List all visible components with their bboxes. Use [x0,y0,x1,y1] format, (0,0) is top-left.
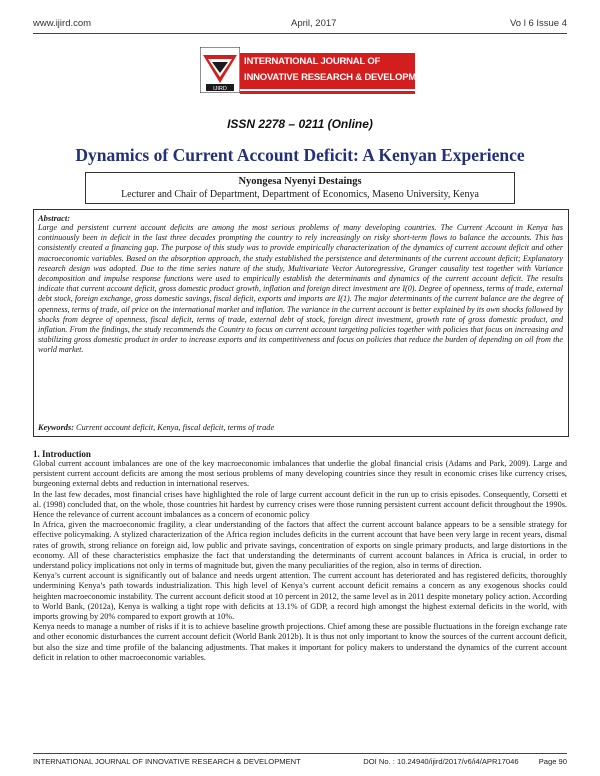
footer-doi: DOI No. : 10.24940/ijird/2017/v6/i4/APR17046 [363,757,519,766]
journal-name-line2: INNOVATIVE RESEARCH & DEVELOPMENT [244,72,435,83]
journal-website: www.ijird.com [33,18,92,29]
intro-paragraph: In Africa, given the macroeconomic fragility, a clear understanding of the factors that affect the current account balance appears to be a sensible strategy for effective policymaking. A stylized characterization of the Africa region includes deficits in the current account that have been very large in recent years, dismal rates of growth, strong reliance on foreign aid, low public and private savings, concentration of exports on single primary products, and large distortions in the economy. All of these characteristics emphasize the fact that understanding the determinants of current account balances in Africa is crucial, in order to understand policy implications not only in terms of magnitude but, given the many peculiarities of the region, also in terms of direction. [33,520,567,571]
journal-logo [200,47,435,107]
issue-date: April, 2017 [291,18,337,29]
page-number: Page 90 [538,757,567,766]
intro-paragraph: Global current account imbalances are one of the key macroeconomic imbalances that underlie the global financial crisis (Adams and Park, 2009). Large and persistent current account deficits are among the most serious problems of many developing countries since they result in economic crises like currency crises, burgeoning external debts and reduction in international reserves. [33,459,567,489]
abstract-box [33,209,569,437]
intro-paragraph: Kenya’s current account is significantly out of balance and needs urgent attention. The current account has deteriorated and has registered deficits, thoroughly undermining Kenya’s path towards industrialization. This high level of Kenya’s current account deficit remains a concern as any exogenous shocks could heighten macroeconomic instability. The current account deficit stood at 10 percent in 2012, the same level as in 2011 despite monetary policy action. According to World Bank, (2012a), Kenya is walking a tight rope with deficits at 13.1% of GDP, a record high amongst the highest external deficits in the world, with imports growing by 20% compared to export growth at 10%. [33,571,567,622]
volume-issue: Vo l 6 Issue 4 [509,18,567,29]
journal-emblem-icon [200,47,240,93]
footer-journal-name: INTERNATIONAL JOURNAL OF INNOVATIVE RESEARCH & DEVELOPMENT [33,757,301,766]
page-header [33,18,567,32]
emblem-text: IJIRD [213,86,227,92]
issn: ISSN 2278 – 0211 (Online) [227,117,373,131]
intro-paragraph: In the last few decades, most financial crises have highlighted the role of large current account deficit in the run up to crisis episodes. Consequently, Corsetti et al. (1998) concluded that, on the whole, those countries hit hardest by currency crises were those running persistent current account deficit throughout the 1990s. Hence the relevance of current account imbalances as a concern of economic policy [33,489,567,520]
paper-title: Dynamics of Current Account Deficit: A Kenyan Experience [75,145,525,165]
footer-right [345,757,567,766]
journal-name-line1: INTERNATIONAL JOURNAL OF [244,56,381,67]
journal-name-banner [240,53,435,89]
footer-divider [33,753,567,754]
introduction-body [33,459,567,663]
abstract-label: Abstract: [38,213,71,223]
keywords-text: Current account deficit, Kenya, fiscal deficit, terms of trade [76,423,275,432]
keywords-label: Keywords: [38,423,74,432]
header-divider [33,33,567,34]
intro-paragraph: Kenya needs to manage a number of risks if it is to achieve baseline growth projections. Chief among these are possible fluctuations in the foreign exchange rate and other economic disturbances the current account deficit (World Bank 2012b). It is thus not only important to know the sources of the current account deficit, but also the size and time profile of the balancing adjustments. That makes it important for policy makers to understand the dynamics of the current account deficit in relation to other macroeconomic variables. [33,622,567,662]
abstract-text: Large and persistent current account deficits are among the most serious problems of many developing countries. The Current Account in Kenya has continuously been in deficit in the last three decades prompting the country to rely increasingly on risky short-term flows to balance the accounts. This has consistently created a financing gap. The purpose of this study was to provide empirically characterization of the dynamics of current account deficit and other macroeconomic variables. Based on the absorption approach, the study established the persistence and determinants of the current account deficit; Explanatory research design was adopted. Due to the time series nature of the study, Multivariate Vector Autoregressive, Granger causality test together with Variance decomposition and impulse response functions were used to empirically establish the determinants and dynamics of the current account deficit. The results indicate that current account deficit, gross domestic product growth, inflation and foreign direct investment are I(0). Degree of openness, terms of trade, external debt stock, foreign exchange, gross domestic savings, fiscal deficit, exports and imports are I(1). The major determinants of the current balance are the degree of openness, terms of trade, oil price on the international market and inflation. The variance in the current account is better explained by its own shocks followed by shocks from degree of openness, fiscal deficit, terms of trade, external debt of stock, foreign direct investment, growth rate of gross domestic product, and inflation. From the findings, the study recommends the Country to focus on current account targeting policies together with policies that focus on increasing and stabilizing gross domestic product in order to increase exports and its competitiveness and focus on policies that reduce the burden of depending on oil from the world market. [38,223,563,355]
section-heading: 1. Introduction [33,449,91,459]
keywords-line [38,423,274,432]
page-footer [33,757,567,769]
author-name: Nyongesa Nyenyi Destaings [238,176,362,187]
logo-underline [240,91,415,94]
author-box [85,172,515,204]
author-affiliation: Lecturer and Chair of Department, Department of Economics, Maseno University, Kenya [121,189,479,200]
